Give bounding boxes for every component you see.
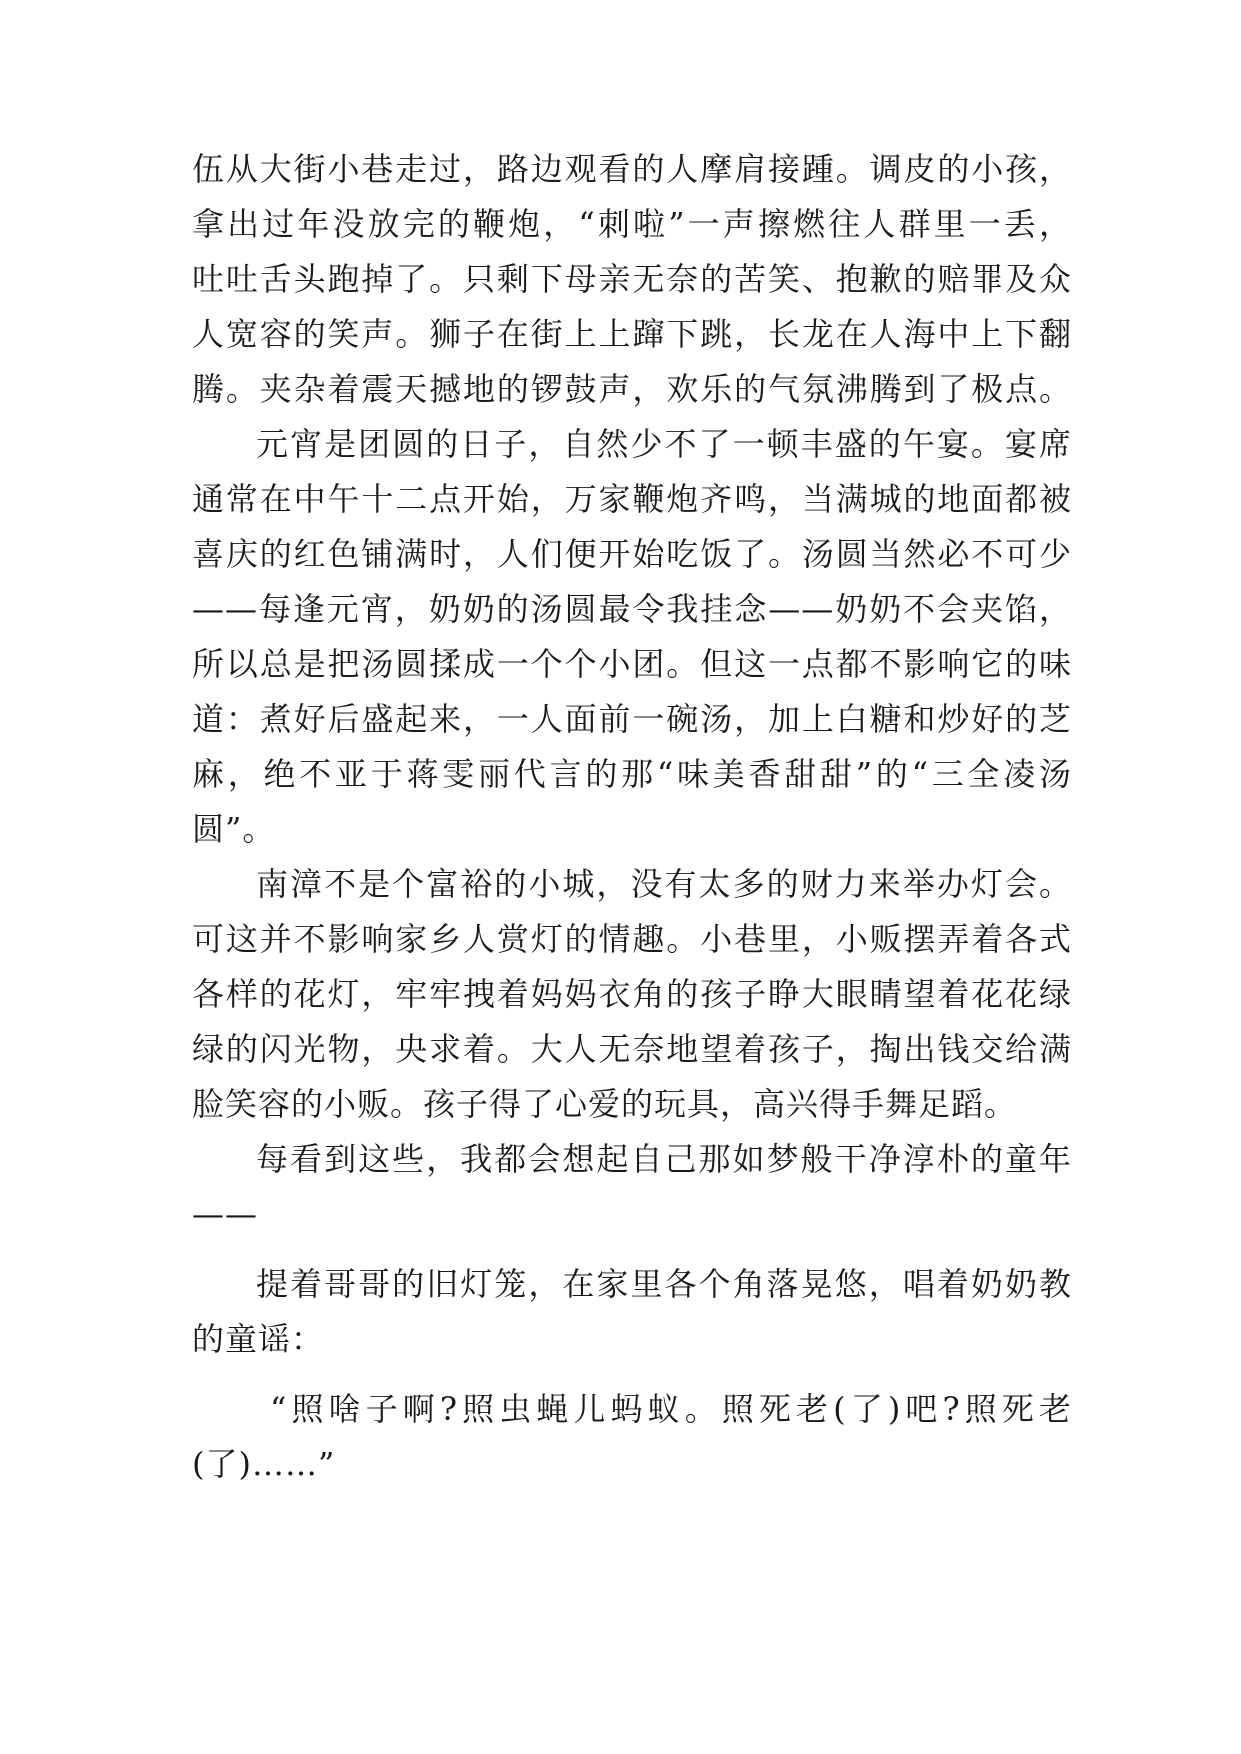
text-line: ——每逢元宵，奶奶的汤圆最令我挂念——奶奶不会夹馅， [192, 590, 1072, 628]
text-line: 所以总是把汤圆揉成一个个小团。但这一点都不影响它的味 [192, 645, 1072, 683]
text-line: 吐吐舌头跑掉了。只剩下母亲无奈的苦笑、抱歉的赔罪及众 [192, 260, 1072, 298]
text-line: 可这并不影响家乡人赏灯的情趣。小巷里，小贩摆弄着各式 [192, 920, 1072, 958]
text-line: (了)……” [192, 1445, 336, 1483]
paragraph-first-line: 元宵是团圆的日子，自然少不了一顿丰盛的午宴。宴席 [256, 425, 1072, 463]
text-line: 的童谣： [192, 1320, 325, 1358]
text-line: 各样的花灯，牢牢拽着妈妈衣角的孩子睁大眼睛望着花花绿 [192, 975, 1072, 1013]
quote-first-line: “照啥子啊?照虫蝇儿蚂蚁。照死老(了)吧?照死老 [270, 1390, 1072, 1428]
text-line: 拿出过年没放完的鞭炮，“刺啦”一声擦燃往人群里一丢， [192, 205, 1072, 243]
paragraph-first-line: 提着哥哥的旧灯笼，在家里各个角落晃悠，唱着奶奶教 [256, 1265, 1072, 1303]
paragraph-first-line: 南漳不是个富裕的小城，没有太多的财力来举办灯会。 [256, 865, 1072, 903]
text-line: 圆”。 [192, 810, 276, 848]
text-line: 喜庆的红色铺满时，人们便开始吃饭了。汤圆当然必不可少 [192, 535, 1072, 573]
text-line: 通常在中午十二点开始，万家鞭炮齐鸣，当满城的地面都被 [192, 480, 1072, 518]
paragraph-first-line: 每看到这些，我都会想起自己那如梦般干净淳朴的童年 [256, 1140, 1072, 1178]
text-line: 脸笑容的小贩。孩子得了心爱的玩具，高兴得手舞足蹈。 [192, 1085, 1018, 1123]
text-line: 道：煮好后盛起来，一人面前一碗汤，加上白糖和炒好的芝 [192, 700, 1072, 738]
text-line: 腾。夹杂着震天撼地的锣鼓声，欢乐的气氛沸腾到了极点。 [192, 370, 1072, 408]
text-line: 麻，绝不亚于蒋雯丽代言的那“味美香甜甜”的“三全凌汤 [192, 755, 1072, 793]
text-line: 绿的闪光物，央求着。大人无奈地望着孩子，掏出钱交给满 [192, 1030, 1072, 1068]
text-line: 伍从大街小巷走过，路边观看的人摩肩接踵。调皮的小孩， [192, 150, 1072, 188]
text-line: 人宽容的笑声。狮子在街上上蹿下跳，长龙在人海中上下翻 [192, 315, 1072, 353]
text-line: —— [192, 1195, 258, 1233]
